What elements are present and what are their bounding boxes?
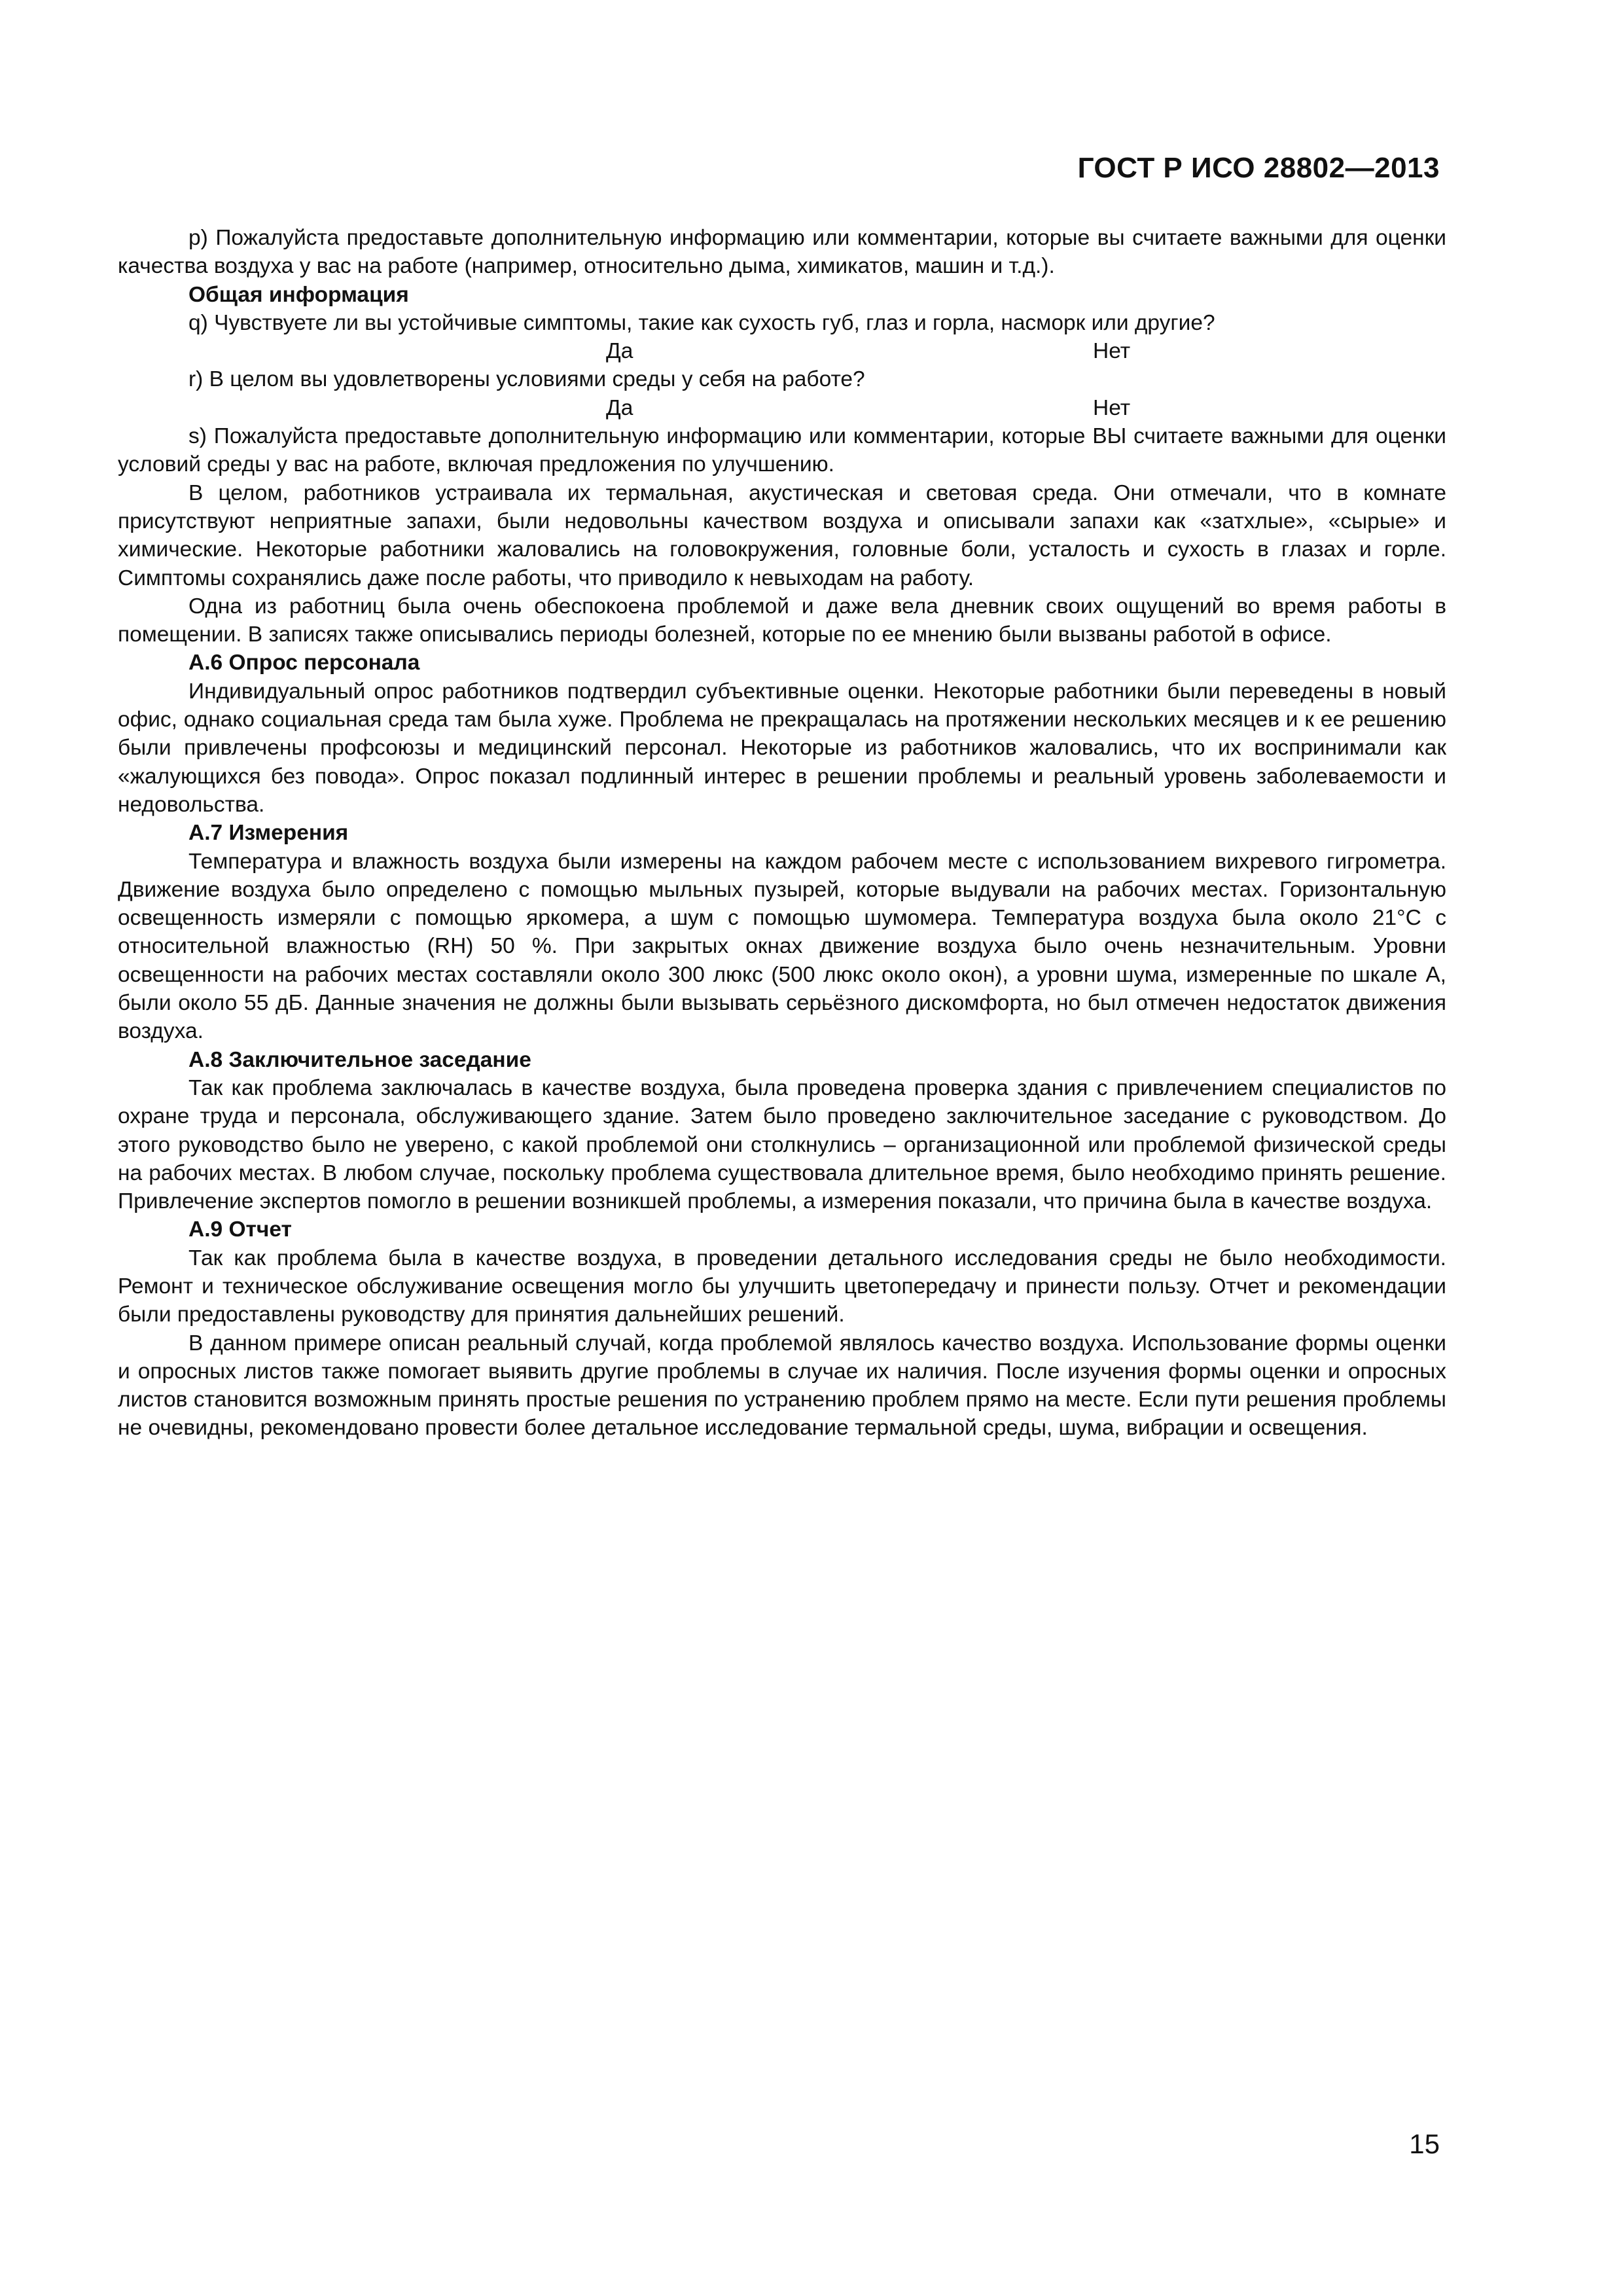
answer-yes: Да: [606, 339, 633, 364]
section-a6-heading: А.6 Опрос персонала: [188, 651, 420, 675]
answer-yes: Да: [606, 395, 633, 420]
section-a9-text-1: Так как проблема была в качестве воздуха, в проведении детального исследования среды не было необходимости. Ремонт и техническое обслуживание освещения могло бы улучшить цветопередачу и принести пользу. Отчет и рекомендации были предоставлены руководству для принятия дальнейших решений.: [118, 1246, 1446, 1327]
section-a7-heading: А.7 Измерения: [188, 821, 349, 846]
answer-no: Нет: [1093, 339, 1131, 364]
question-r: r) В целом вы удовлетворены условиями среды у себя на работе?: [188, 367, 865, 392]
section-a9-text-2: В данном примере описан реальный случай, когда проблемой являлось качество воздуха. Использование формы оценки и опросных листов также помогает выявить другие проблемы в случае их наличия. После изучения формы оценки и опросных листов становится возможным принять простые решения по устранению проблем прямо на месте. Если пути решения проблемы не очевидны, рекомендовано провести более детальное исследование термальной среды, шума, вибрации и освещения.: [118, 1331, 1446, 1441]
section-a9-heading: А.9 Отчет: [188, 1217, 292, 1242]
question-r-answers: [118, 394, 1446, 422]
question-q-answers: [118, 337, 1446, 365]
document-body: [118, 224, 1446, 1443]
general-paragraph-1: В целом, работников устраивала их термальная, акустическая и световая среда. Они отмечали, что в комнате присутствуют неприятные запахи, были недовольны качеством воздуха и описывали запахи как «затхлые», «сырые» и химические. Некоторые работники жаловались на головокружения, головные боли, усталость и сухость в глазах и горле. Симптомы сохранялись даже после работы, что приводило к невыходам на работу.: [118, 480, 1446, 590]
section-a8-text: Так как проблема заключалась в качестве воздуха, была проведена проверка здания с привлечением специалистов по охране труда и персонала, обслуживающего здание. Затем было проведено заключительное заседание с руководством. До этого руководство было не уверено, с какой проблемой они столкнулись – организационной или проблемой физической среды на рабочих местах. В любом случае, поскольку проблема существовала длительное время, было необходимо принять решение. Привлечение экспертов помогло в решении возникшей проблемы, а измерения показали, что причина была в качестве воздуха.: [118, 1075, 1446, 1214]
general-paragraph-2: Одна из работниц была очень обеспокоена проблемой и даже вела дневник своих ощущений во время работы в помещении. В записях также описывались периоды болезней, которые по ее мнению были вызваны работой в офисе.: [118, 594, 1446, 647]
answer-no: Нет: [1093, 395, 1131, 420]
section-a8-heading: А.8 Заключительное заседание: [188, 1047, 531, 1072]
general-info-heading: Общая информация: [188, 282, 409, 307]
document-code-header: ГОСТ Р ИСО 28802—2013: [1077, 152, 1440, 184]
question-s: s) Пожалуйста предоставьте дополнительную информацию или комментарии, которые ВЫ считаете важными для оценки условий среды у вас на работе, включая предложения по улучшению.: [118, 424, 1446, 477]
section-a6-text: Индивидуальный опрос работников подтвердил субъективные оценки. Некоторые работники были переведены в новый офис, однако социальная среда там была хуже. Проблема не прекращалась на протяжении нескольких месяцев и к ее решению были привлечены профсоюзы и медицинский персонал. Некоторые из работников жаловались, что их воспринимали как «жалующихся без повода». Опрос показал подлинный интерес в решении проблемы и реальный уровень заболеваемости и недовольства.: [118, 679, 1446, 817]
section-a7-text: Температура и влажность воздуха были измерены на каждом рабочем месте с использованием вихревого гигрометра. Движение воздуха было определено с помощью мыльных пузырей, которые выдували на рабочих местах. Горизонтальную освещенность измеряли с помощью яркомера, а шум с помощью шумомера. Температура воздуха была около 21°С с относительной влажностью (RH) 50 %. При закрытых окнах движение воздуха было очень незначительным. Уровни освещенности на рабочих местах составляли около 300 люкс (500 люкс около окон), а уровни шума, измеренные по шкале А, были около 55 дБ. Данные значения не должны были вызывать серьёзного дискомфорта, но был отмечен недостаток движения воздуха.: [118, 849, 1446, 1044]
question-q: q) Чувствуете ли вы устойчивые симптомы, такие как сухость губ, глаз и горла, насморк или другие?: [188, 310, 1215, 335]
page-number: 15: [1409, 2128, 1440, 2159]
question-p: р) Пожалуйста предоставьте дополнительную информацию или комментарии, которые вы считаете важными для оценки качества воздуха у вас на работе (например, относительно дыма, химикатов, машин и т.д.).: [118, 226, 1446, 279]
